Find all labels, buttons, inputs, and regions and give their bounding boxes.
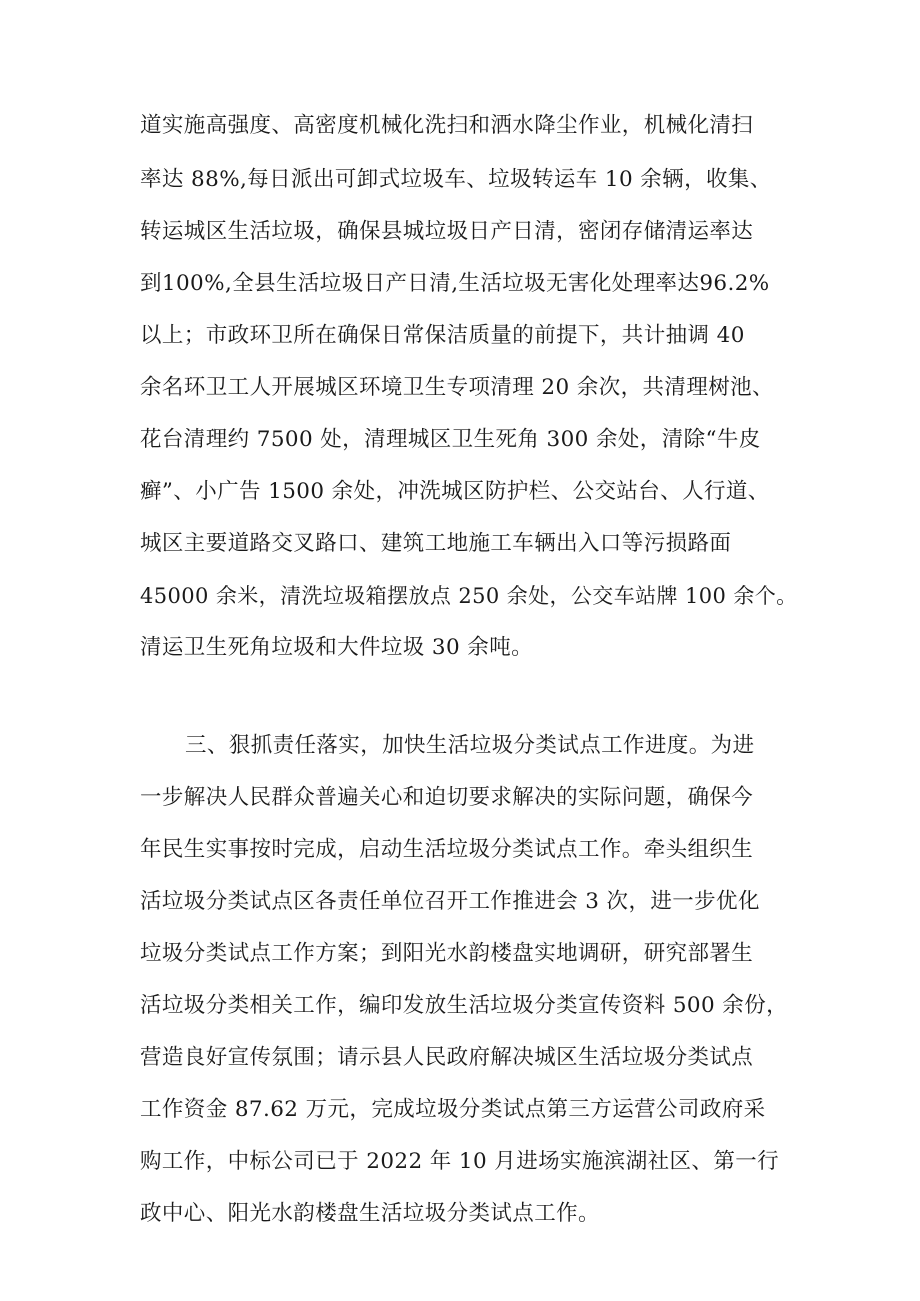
text-line: 清运卫生死角垃圾和大件垃圾 30 余吨。 xyxy=(140,635,534,660)
text-line: 余名环卫工人开展城区环境卫生专项清理 20 余次，共清理树池、 xyxy=(140,375,774,400)
text-line: 政中心、阳光水韵楼盘生活垃圾分类试点工作。 xyxy=(140,1201,600,1226)
text-line: 工作资金 87.62 万元，完成垃圾分类试点第三方运营公司政府采 xyxy=(140,1097,766,1122)
text-line: 活垃圾分类相关工作，编印发放生活垃圾分类宣传资料 500 余份， xyxy=(140,993,789,1018)
text-line: 花台清理约 7500 处，清理城区卫生死角 300 余处，清除“牛皮 xyxy=(140,427,761,452)
text-line: 以上；市政环卫所在确保日常保洁质量的前提下，共计抽调 40 xyxy=(140,323,745,348)
text-line: 年民生实事按时完成，启动生活垃圾分类试点工作。牵头组织生 xyxy=(140,837,754,862)
section-heading-line: 三、狠抓责任落实，加快生活垃圾分类试点工作进度。为进 xyxy=(185,733,755,758)
text-line: 营造良好宣传氛围；请示县人民政府解决城区生活垃圾分类试点 xyxy=(140,1045,754,1070)
text-line: 率达 88%,每日派出可卸式垃圾车、垃圾转运车 10 余辆，收集、 xyxy=(140,167,772,192)
text-line: 活垃圾分类试点区各责任单位召开工作推进会 3 次，进一步优化 xyxy=(140,889,760,914)
text-line: 45000 余米，清洗垃圾箱摆放点 250 余处，公交车站牌 100 余个。 xyxy=(140,584,798,608)
text-line: 到100%,全县生活垃圾日产日清,生活垃圾无害化处理率达96.2% xyxy=(140,271,770,296)
text-line: 垃圾分类试点工作方案；到阳光水韵楼盘实地调研，研究部署生 xyxy=(140,941,754,966)
text-line: 城区主要道路交叉路口、建筑工地施工车辆出入口等污损路面 xyxy=(140,531,732,556)
text-line: 一步解决人民群众普遍关心和迫切要求解决的实际问题，确保今 xyxy=(140,785,754,810)
text-line: 癣”、小广告 1500 余处，冲洗城区防护栏、公交站台、人行道、 xyxy=(140,479,770,504)
text-line: 转运城区生活垃圾，确保县城垃圾日产日清，密闭存储清运率达 xyxy=(140,219,754,244)
text-line: 道实施高强度、高密度机械化洗扫和洒水降尘作业，机械化清扫 xyxy=(140,113,754,138)
text-line: 购工作，中标公司已于 2022 年 10 月进场实施滨湖社区、第一行 xyxy=(140,1149,780,1174)
